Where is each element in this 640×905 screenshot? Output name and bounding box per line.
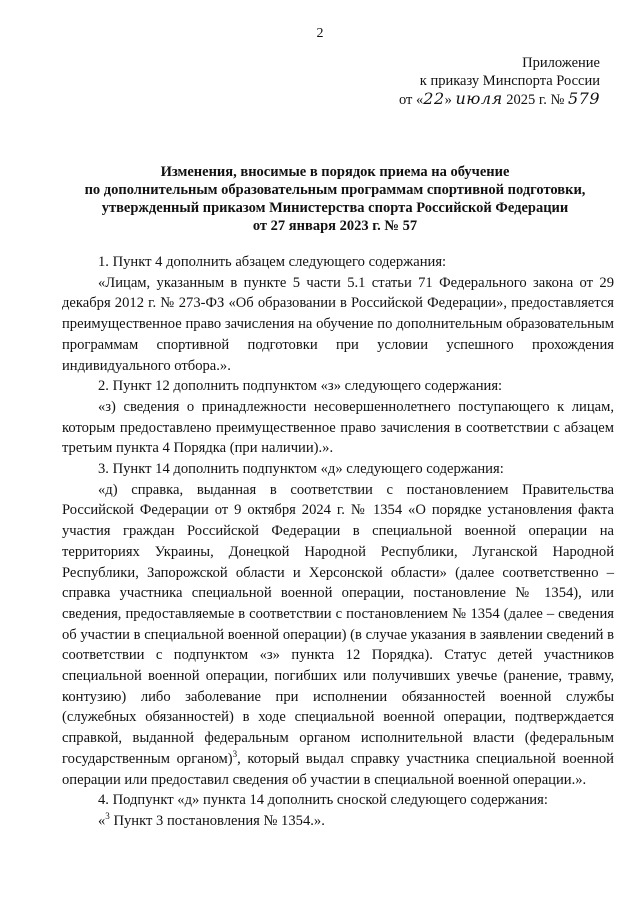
- paragraph-2: «Лицам, указанным в пункте 5 части 5.1 статьи 71 Федерального закона от 29 декабря 2012 г. № 273-ФЗ «Об образовании в Российской Федерации», предоставляется преимущественное право зачисления на обучение по дополнительным образовательным программам спортивной подготовки при условии успешного прохождения индивидуального отбора.».: [62, 274, 614, 374]
- date-prefix: от «: [398, 92, 424, 108]
- title-line-1: Изменения, вносимые в порядок приема на обучение: [160, 164, 510, 180]
- title-line-4: от 27 января 2023 г. № 57: [252, 218, 418, 234]
- document-body: [62, 252, 614, 832]
- handwritten-order-number: 579: [567, 89, 600, 108]
- paragraph-8: [62, 811, 614, 832]
- handwritten-day: 22: [423, 89, 445, 108]
- appendix-label: Приложение: [522, 55, 600, 71]
- paragraph-7: 4. Подпункт «д» пункта 14 дополнить сноской следующего содержания:: [98, 792, 548, 809]
- page-number: 2: [316, 26, 324, 41]
- appendix-date-line: от «22» июля 2025 г. № 579: [398, 89, 600, 108]
- paragraph-5: 3. Пункт 14 дополнить подпунктом «д» следующего содержания:: [98, 461, 504, 478]
- paragraph-6-text-b: , который выдал справку участника специальной военной операции или предоставил сведения об участии в специальной военной операции.».: [62, 750, 614, 788]
- appendix-order-ref: к приказу Минспорта России: [419, 73, 600, 89]
- appendix-header: [399, 54, 600, 109]
- paragraph-4: «з) сведения о принадлежности несовершеннолетнего поступающего к лицам, которым предоставлено преимущественное право зачисления в соответствии с абзацем третьим пункта 4 Порядка (при наличии).».: [62, 398, 614, 457]
- paragraph-1: 1. Пункт 4 дополнить абзацем следующего содержания:: [98, 254, 447, 270]
- paragraph-3: 2. Пункт 12 дополнить подпунктом «з» следующего содержания:: [98, 378, 503, 395]
- paragraph-6-text-a: «д) справка, выданная в соответствии с постановлением Правительства Российской Федерации от 9 октября 2024 г. № 1354 «О порядке установления факта участия граждан Российской Федерации в специальной военной операции на территориях Украины, Донецкой Народной Республики, Луганской Народной Республики, Запорожской области и Херсонской области» (далее соответственно – справка участника специальной военной операции, постановление № 1354), или сведения, предоставляемые в соответствии с постановлением № 1354 (далее – сведения об участии в специальной военной операции) (в случае указания в заявлении сведений в соответствии с подпунктом «з» пункта 12 Порядка). Статус детей участников специальной военной операции, погибших или получивших увечье (ранение, травму, контузию) либо заболевание при исполнении обязанностей военной службы (служебных обязанностей) в ходе специальной военной операции, подтверждается справкой, выданной федеральным органом исполнительной власти (федеральным государственным органом): [62, 481, 614, 767]
- paragraph-6: [62, 480, 614, 791]
- footnote-text: Пункт 3 постановления № 1354.».: [109, 812, 325, 829]
- footnote-number: 3: [105, 811, 110, 822]
- title-line-3: утвержденный приказом Министерства спорта Российской Федерации: [101, 200, 569, 216]
- paragraph-8-open-quote: «: [98, 812, 106, 829]
- document-title: [50, 163, 620, 235]
- handwritten-month: июля: [455, 89, 503, 108]
- footnote-mark: 3: [232, 749, 238, 760]
- date-year: 2025 г. №: [506, 92, 565, 108]
- title-line-2: по дополнительным образовательным программам спортивной подготовки,: [84, 182, 586, 198]
